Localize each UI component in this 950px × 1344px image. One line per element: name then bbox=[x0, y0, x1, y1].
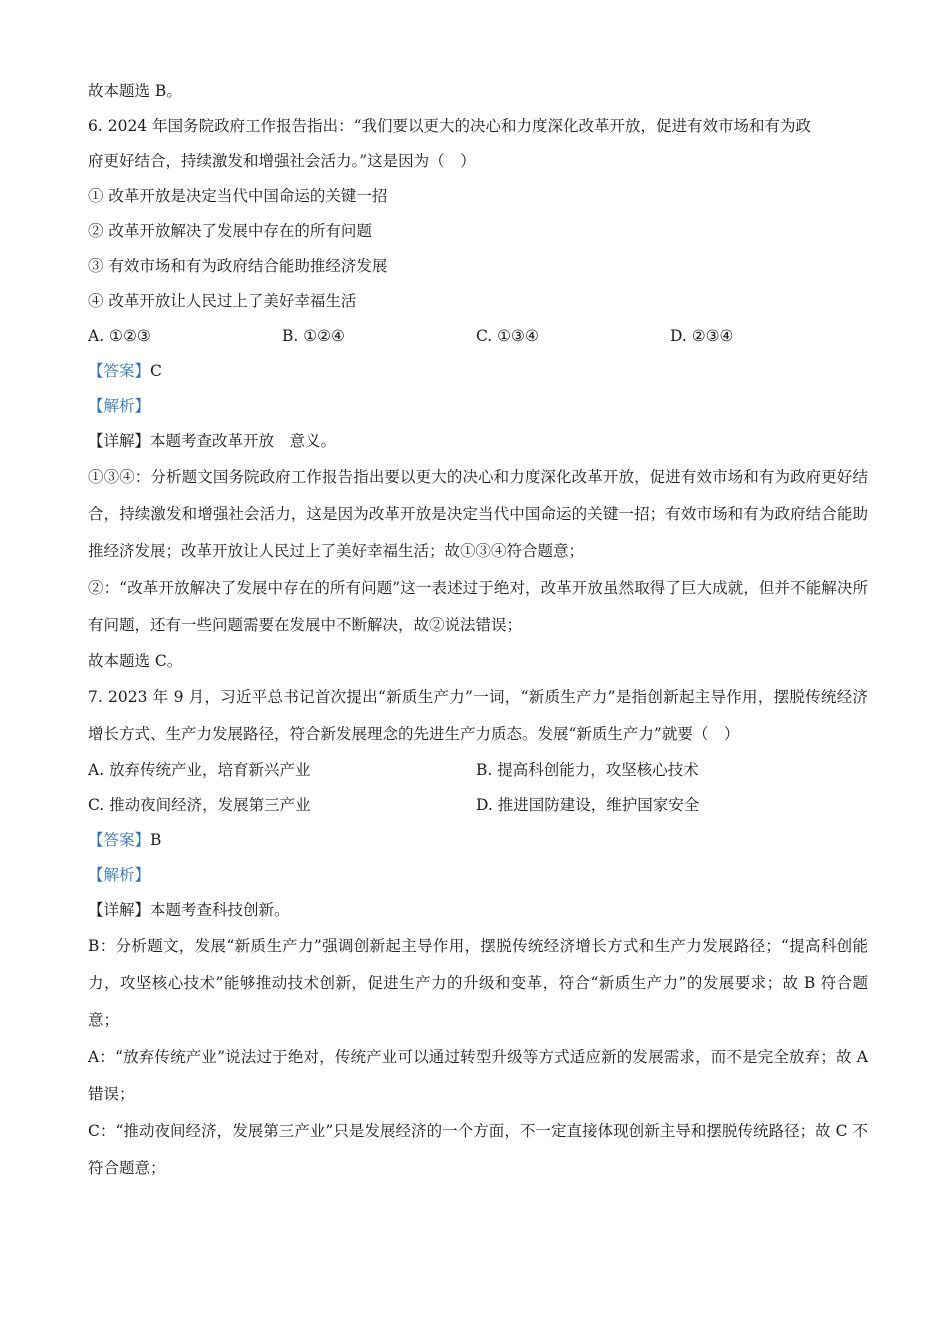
q7-option-a: A. 放弃传统产业，培育新兴产业 bbox=[88, 761, 311, 779]
q7-options-row-2 bbox=[88, 788, 868, 823]
q6-option-a: A. ①②③ bbox=[88, 327, 151, 345]
q6-statement-4: ④ 改革开放让人民过上了美好幸福生活 bbox=[88, 292, 357, 310]
q6-option-b: B. ①②④ bbox=[282, 327, 345, 345]
q6-stem-line-1: 6. 2024 年国务院政府工作报告指出：“我们要以更大的决心和力度深化改革开放，促进有效市场和有为政 bbox=[88, 117, 812, 135]
q5-conclusion: 故本题选 B。 bbox=[88, 82, 182, 100]
q7-answer-value: B bbox=[150, 831, 162, 849]
q6-statement-3: ③ 有效市场和有为政府结合能助推经济发展 bbox=[88, 257, 388, 275]
q6-analysis bbox=[88, 389, 868, 424]
q7-explanation-a: A：“放弃传统产业”说法过于绝对，传统产业可以通过转型升级等方式适应新的发展需求，而不是完全放弃；故 A 错误； bbox=[88, 1048, 868, 1103]
q6-explanation-2: ②：“改革开放解决了发展中存在的所有问题”这一表述过于绝对，改革开放虽然取得了巨大成就，但并不能解决所有问题，还有一些问题需要在发展中不断解决，故②说法错误； bbox=[88, 579, 868, 634]
q7-stem: 7. 2023 年 9 月，习近平总书记首次提出“新质生产力”一词，“新质生产力”是指创新起主导作用，摆脱传统经济增长方式、生产力发展路径，符合新发展理念的先进生产力质态。发展“新质生产力”就要（ ） bbox=[88, 688, 868, 743]
q7-explanation-c: C：“推动夜间经济，发展第三产业”只是发展经济的一个方面，不一定直接体现创新主导和摆脱传统路径；故 C 不符合题意； bbox=[88, 1122, 868, 1177]
q6-conclusion: 故本题选 C。 bbox=[88, 652, 183, 670]
q7-answer-tag: 【答案】 bbox=[88, 831, 151, 849]
q7-answer bbox=[88, 823, 868, 858]
q6-analysis-tag: 【解析】 bbox=[88, 397, 151, 415]
q6-answer-tag: 【答案】 bbox=[88, 362, 151, 380]
q6-option-c: C. ①③④ bbox=[476, 327, 539, 345]
q7-option-b: B. 提高科创能力，攻坚核心技术 bbox=[476, 761, 699, 779]
q6-option-d: D. ②③④ bbox=[670, 327, 734, 345]
q6-detail: 【详解】本题考查改革开放 意义。 bbox=[88, 432, 337, 450]
q6-answer-value: C bbox=[150, 362, 162, 380]
q6-statement-1: ① 改革开放是决定当代中国命运的关键一招 bbox=[88, 187, 388, 205]
q6-options bbox=[88, 319, 868, 354]
q7-option-c: C. 推动夜间经济，发展第三产业 bbox=[88, 796, 311, 814]
q6-explanation-134: ①③④：分析题文国务院政府工作报告指出要以更大的决心和力度深化改革开放，促进有效市场和有为政府更好结合，持续激发和增强社会活力，这是因为改革开放是决定当代中国命运的关键一招；有效市场和有为政府结合能助推经济发展；改革开放让人民过上了美好幸福生活；故①③④符合题意； bbox=[88, 468, 868, 560]
q7-explanation-b: B：分析题文，发展“新质生产力”强调创新起主导作用，摆脱传统经济增长方式和生产力发展路径；“提高科创能力，攻坚核心技术”能够推动技术创新，促进生产力的升级和变革，符合“新质生产力”的发展要求；故 B 符合题意； bbox=[88, 937, 868, 1029]
q6-stem-line-2: 府更好结合，持续激发和增强社会活力。”这是因为（ ） bbox=[88, 152, 476, 170]
q7-analysis bbox=[88, 858, 868, 893]
document-page bbox=[88, 74, 868, 1187]
q7-detail: 【详解】本题考查科技创新。 bbox=[88, 901, 290, 919]
q7-analysis-tag: 【解析】 bbox=[88, 866, 151, 884]
q6-answer bbox=[88, 354, 868, 389]
q6-statement-2: ② 改革开放解决了发展中存在的所有问题 bbox=[88, 222, 372, 240]
q7-option-d: D. 推进国防建设，维护国家安全 bbox=[476, 796, 700, 814]
q7-options-row-1 bbox=[88, 753, 868, 788]
